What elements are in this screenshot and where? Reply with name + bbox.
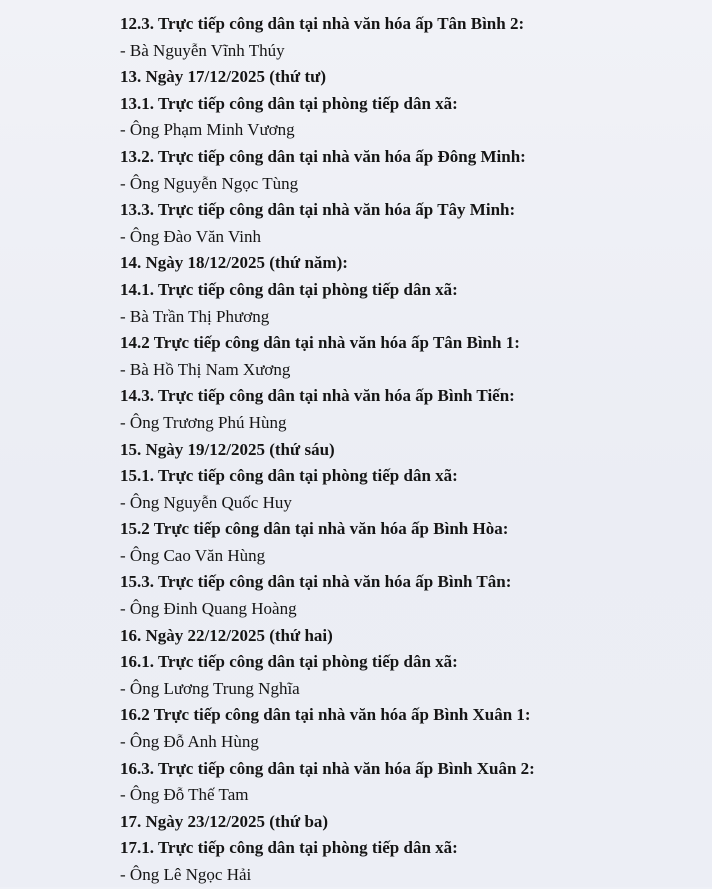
section-heading: 13.1. Trực tiếp công dân tại phòng tiếp dân xã: [120, 93, 458, 113]
assigned-person: - Ông Đinh Quang Hoàng [120, 599, 297, 619]
section-heading: 14.3. Trực tiếp công dân tại nhà văn hóa ấp Bình Tiến: [120, 386, 515, 406]
assigned-person: - Ông Lương Trung Nghĩa [120, 678, 300, 698]
assigned-person: - Ông Cao Văn Hùng [120, 545, 266, 565]
section-heading: 13.2. Trực tiếp công dân tại nhà văn hóa ấp Đông Minh: [120, 146, 526, 166]
assigned-person: - Bà Hồ Thị Nam Xương [120, 359, 291, 379]
section-heading: 16.3. Trực tiếp công dân tại nhà văn hóa ấp Bình Xuân 2: [120, 758, 535, 778]
section-heading: 14. Ngày 18/12/2025 (thứ năm): [120, 253, 348, 273]
assigned-person: - Ông Đào Văn Vinh [120, 226, 261, 246]
assigned-person: - Ông Trương Phú Hùng [120, 412, 287, 432]
assigned-person: - Bà Nguyễn Vĩnh Thúy [120, 40, 285, 60]
assigned-person: - Ông Nguyễn Ngọc Tùng [120, 173, 299, 193]
section-heading: 14.2 Trực tiếp công dân tại nhà văn hóa ấp Tân Bình 1: [120, 333, 520, 353]
section-heading: 16. Ngày 22/12/2025 (thứ hai) [120, 625, 333, 645]
assigned-person: - Ông Phạm Minh Vương [120, 120, 295, 140]
assigned-person: - Ông Lê Ngọc Hải [120, 865, 252, 884]
section-heading: 16.2 Trực tiếp công dân tại nhà văn hóa ấp Bình Xuân 1: [120, 705, 531, 725]
section-heading: 12.3. Trực tiếp công dân tại nhà văn hóa ấp Tân Bình 2: [120, 14, 525, 33]
section-heading: 13. Ngày 17/12/2025 (thứ tư) [120, 67, 326, 87]
assigned-person: - Ông Đỗ Thế Tam [120, 785, 249, 805]
section-heading: 15.2 Trực tiếp công dân tại nhà văn hóa ấp Bình Hòa: [120, 519, 509, 539]
section-heading: 15.3. Trực tiếp công dân tại nhà văn hóa ấp Bình Tân: [120, 572, 512, 592]
assigned-person: - Ông Nguyễn Quốc Huy [120, 492, 292, 512]
section-heading: 15. Ngày 19/12/2025 (thứ sáu) [120, 439, 335, 459]
section-heading: 14.1. Trực tiếp công dân tại phòng tiếp dân xã: [120, 279, 458, 299]
section-heading: 13.3. Trực tiếp công dân tại nhà văn hóa ấp Tây Minh: [120, 200, 516, 220]
section-heading: 16.1. Trực tiếp công dân tại phòng tiếp dân xã: [120, 652, 458, 672]
schedule-content [120, 11, 712, 889]
assigned-person: - Ông Đỗ Anh Hùng [120, 732, 259, 752]
assigned-person: - Bà Trần Thị Phương [120, 306, 270, 326]
section-heading: 15.1. Trực tiếp công dân tại phòng tiếp dân xã: [120, 466, 458, 486]
section-heading: 17.1. Trực tiếp công dân tại phòng tiếp dân xã: [120, 838, 458, 858]
section-heading: 17. Ngày 23/12/2025 (thứ ba) [120, 811, 329, 831]
